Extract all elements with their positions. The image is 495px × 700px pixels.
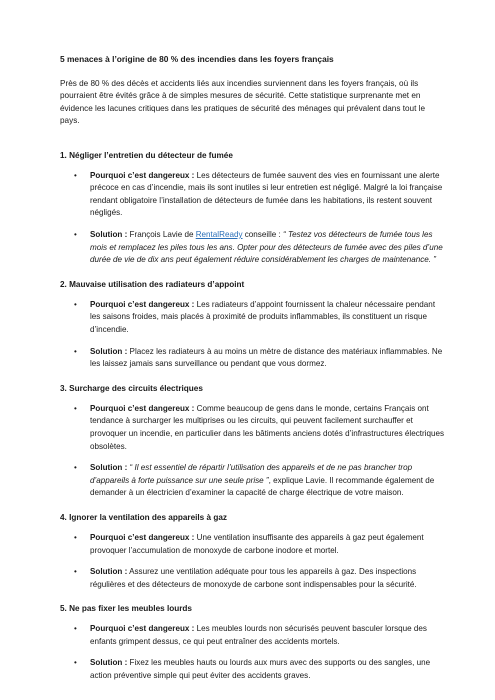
document-title: 5 menaces à l’origine de 80 % des incendies dans les foyers français	[60, 54, 334, 64]
bullet-icon: •	[74, 299, 77, 309]
section-list-3	[60, 403, 445, 500]
solution-text: , explique Lavie. Il recommande également de demander à un électricien d’examiner la capacité de charge électrique de votre maison.	[90, 475, 435, 498]
why-label: Pourquoi c’est dangereux :	[90, 299, 195, 309]
solution-label: Solution :	[90, 230, 128, 239]
list-item-solution-1	[60, 229, 445, 267]
why-label: Pourquoi c’est dangereux :	[90, 403, 195, 413]
list-item-why-5	[60, 623, 445, 648]
section-list-5	[60, 623, 445, 682]
list-item-solution-5	[60, 657, 445, 682]
why-text: Les radiateurs d’appoint fournissent la chaleur nécessaire pendant les saisons froides, mais placés à proximité de produits inflammables, ils constituent un risque d’incendie.	[90, 299, 436, 334]
solution-label: Solution :	[90, 658, 128, 668]
why-label: Pourquoi c’est dangereux :	[90, 532, 195, 542]
list-item-solution-3	[60, 462, 445, 500]
section-heading-1: 1. Négliger l’entretien du détecteur de fumée	[60, 150, 233, 160]
section-heading-2: 2. Mauvaise utilisation des radiateurs d’appoint	[60, 279, 245, 289]
list-item-why-4	[60, 532, 445, 557]
bullet-icon: •	[74, 230, 77, 239]
section-list-2	[60, 299, 445, 371]
solution-text-pre: François Lavie de	[127, 230, 196, 239]
section-heading-5: 5. Ne pas fixer les meubles lourds	[60, 604, 192, 614]
solution-quote: “ Il est essentiel de répartir l’utilisation des appareils et de ne pas brancher trop d’appareils à forte puissance sur une seule prise ”	[90, 463, 413, 485]
section-list-1	[60, 170, 445, 267]
list-item-solution-4	[60, 566, 445, 591]
bullet-icon: •	[74, 170, 77, 180]
section-heading-4: 4. Ignorer la ventilation des appareils à gaz	[60, 512, 227, 522]
section-heading-3: 3. Surcharge des circuits électriques	[60, 383, 203, 393]
solution-text: Fixez les meubles hauts ou lourds aux murs avec des supports ou des sangles, une action préventive simple qui peut éviter des accidents graves.	[90, 658, 431, 681]
document-body	[60, 54, 445, 695]
bullet-icon: •	[74, 403, 77, 413]
bullet-icon: •	[74, 532, 77, 542]
why-text: Les détecteurs de fumée sauvent des vies en fournissant une alerte précoce en cas d’incendie, mais ils sont inutiles si leur entretien est négligé. Malgré la loi française rendant obligatoire l’installation de détecteurs de fumée dans les habitations, ils restent souvent négligés.	[90, 170, 443, 218]
bullet-icon: •	[74, 346, 77, 356]
solution-text: Placez les radiateurs à au moins un mètre de distance des matériaux inflammables. Ne les laissez jamais sans surveillance ou pendant que vous dormez.	[90, 346, 443, 369]
intro-paragraph: Près de 80 % des décès et accidents liés aux incendies surviennent dans les foyers français, où ils pourraient être évités grâce à de simples mesures de sécurité. Cette statistique surprenante met en évidence les lacunes critiques dans les pratiques de sécurité des ménages qui prévalent dans tout le pays.	[60, 79, 426, 126]
why-text: Une ventilation insuffisante des appareils à gaz peut également provoquer l’accumulation de monoxyde de carbone inodore et mortel.	[90, 532, 424, 555]
solution-text-mid: conseille :	[242, 230, 283, 239]
why-label: Pourquoi c’est dangereux :	[90, 624, 195, 634]
solution-label: Solution :	[90, 346, 128, 356]
why-text: Les meubles lourds non sécurisés peuvent basculer lorsque des enfants grimpent dessus, ce qui peut entraîner des accidents mortels.	[90, 624, 427, 646]
list-item-solution-2	[60, 346, 445, 371]
solution-text: Assurez une ventilation adéquate pour tous les appareils à gaz. Des inspections régulières et des détecteurs de monoxyde de carbone sont indispensables pour la sécurité.	[90, 567, 417, 589]
bullet-icon: •	[74, 567, 77, 577]
section-list-4	[60, 532, 445, 591]
list-item-why-3	[60, 403, 445, 453]
bullet-icon: •	[74, 658, 77, 668]
solution-label: Solution :	[90, 463, 128, 473]
why-label: Pourquoi c’est dangereux :	[90, 170, 195, 180]
why-text: Comme beaucoup de gens dans le monde, certains Français ont tendance à surcharger les multiprises ou les circuits, qui peuvent facilement surchauffer et provoquer un incendie, en particulier dans les bâtiments anciens dotés d’infrastructures électriques obsolètes.	[90, 403, 445, 451]
solution-quote: “ Testez vos détecteurs de fumée tous les mois et remplacez les piles tous les ans. Opter pour des détecteurs de fumée avec des piles d’une durée de vie de dix ans peut également réduire considérablement les charges de maintenance. ”	[90, 230, 443, 265]
list-item-why-2	[60, 299, 445, 337]
list-item-why-1	[60, 170, 445, 220]
bullet-icon: •	[74, 624, 77, 634]
solution-label: Solution :	[90, 567, 128, 577]
rentalready-link[interactable]: RentalReady	[195, 230, 243, 239]
bullet-icon: •	[74, 463, 77, 473]
